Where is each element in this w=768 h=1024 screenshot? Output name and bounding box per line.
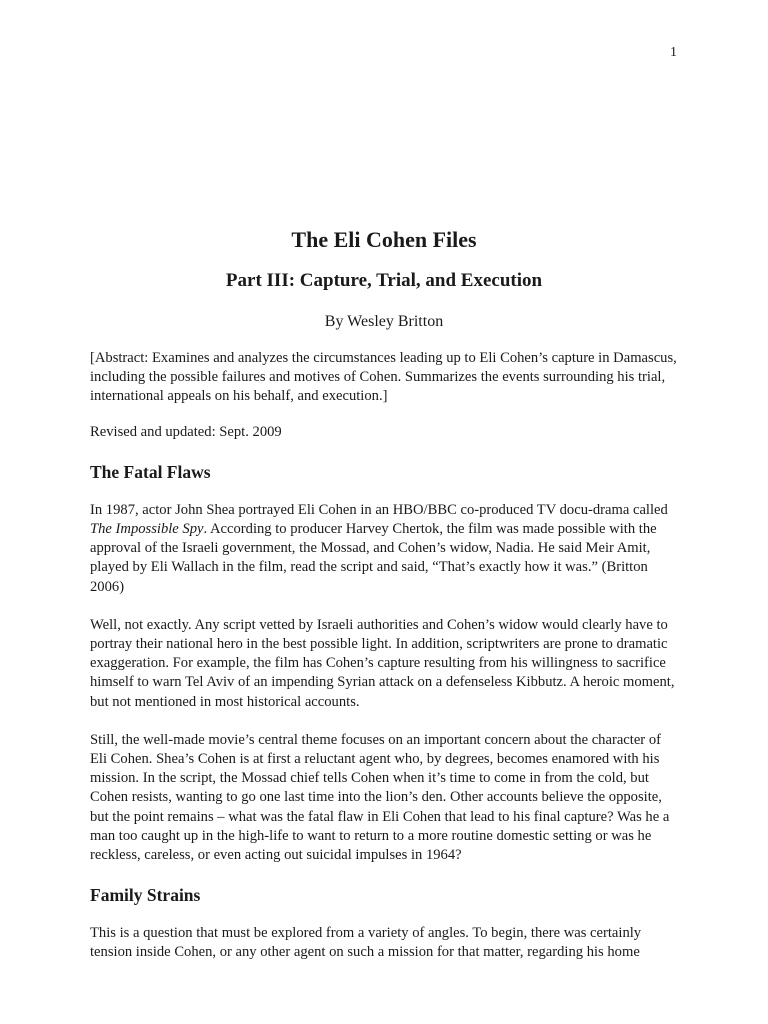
document-subtitle: Part III: Capture, Trial, and Execution — [225, 270, 543, 291]
document-body — [90, 349, 680, 982]
section-heading-fatal-flaws: The Fatal Flaws — [90, 461, 211, 482]
section-heading-family-strains: Family Strains — [90, 885, 201, 906]
film-title-italic: The Impossible Spy — [90, 521, 204, 538]
revised-date: Revised and updated: Sept. 2009 — [90, 423, 282, 440]
author-byline: By Wesley Britton — [324, 313, 444, 330]
fatal-flaws-paragraph-2: Well, not exactly. Any script vetted by Israeli authorities and Cohen’s widow would clearly have to portray their national hero in the best possible light. In addition, scriptwriters are prone to dramatic exaggeration. For example, the film has Cohen’s capture resulting from his willingness to sacrifice himself to warn Tel Aviv of an impending Syrian attack on a defenseless Kibbutz. A heroic moment, but not mentioned in most historical accounts. — [90, 616, 675, 710]
document-title: The Eli Cohen Files — [291, 227, 477, 252]
family-strains-paragraph-1: This is a question that must be explored from a variety of angles. To begin, there was certainly tension inside Cohen, or any other agent on such a mission for that matter, regarding his home — [90, 925, 642, 961]
abstract-paragraph: [Abstract: Examines and analyzes the circumstances leading up to Eli Cohen’s capture in Damascus, including the possible failures and motives of Cohen. Summarizes the events surrounding his trial, international appeals on his behalf, and execution.] — [90, 350, 677, 405]
fatal-flaws-paragraph-3: Still, the well-made movie’s central theme focuses on an important concern about the character of Eli Cohen. Shea’s Cohen is at first a reluctant agent who, by degrees, becomes enamored with his mission. In the script, the Mossad chief tells Cohen when it’s time to come in from the cold, but Cohen resists, wanting to go one last time into the lion’s den. Other accounts believe the opposite, but the point remains – what was the fatal flaw in Eli Cohen that lead to his final capture? Was he a man too caught up in the high-life to want to return to a more routine domestic setting or was he reckless, careless, or even acting out suicidal impulses in 1964? — [90, 731, 670, 864]
fatal-flaws-paragraph-1: In 1987, actor John Shea portrayed Eli Cohen in an HBO/BBC co-produced TV docu-drama called The Impossible Spy. According to producer Harvey Chertok, the film was made possible with the approval of the Israeli government, the Mossad, and Cohen’s widow, Nadia. He said Meir Amit, played by Eli Wallach in the film, read the script and said, “That’s exactly how it was.” (Britton 2006) — [90, 501, 668, 595]
page-number: 1 — [670, 45, 677, 60]
